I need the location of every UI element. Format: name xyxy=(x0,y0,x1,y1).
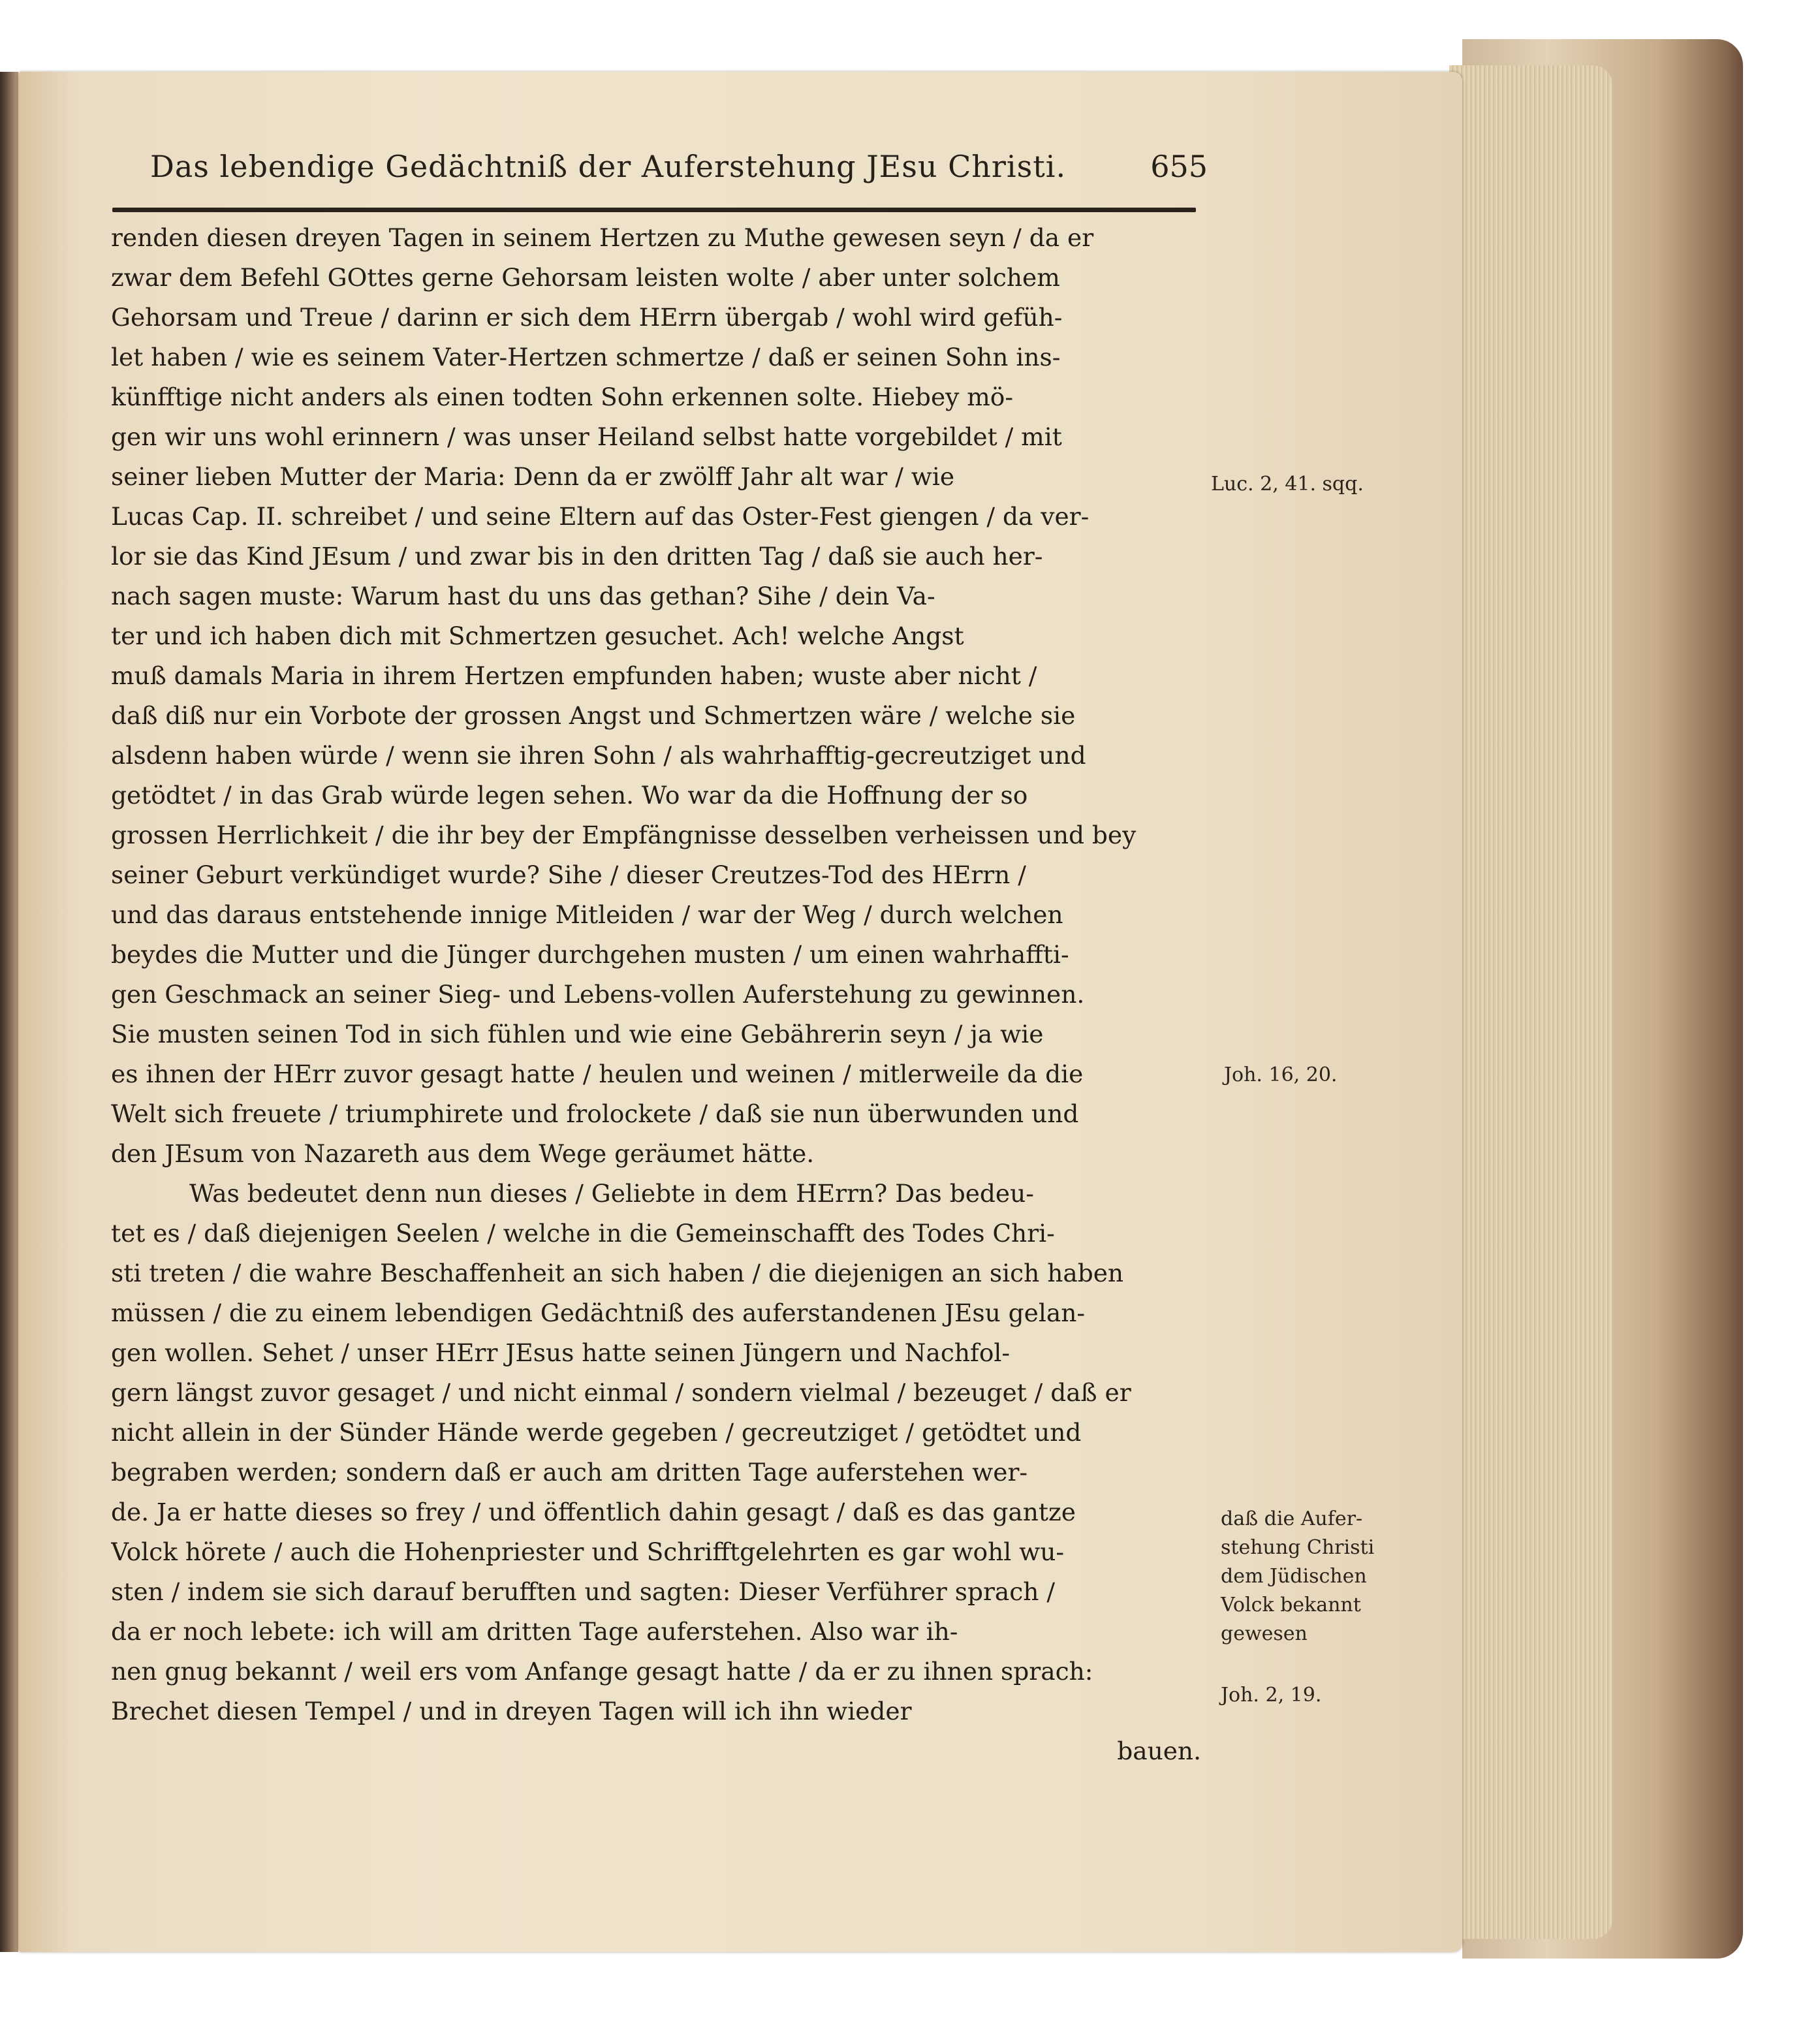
text-line: Volck hörete / auch die Hohenpriester und Schrifftgelehrten es gar wohl wu- xyxy=(111,1537,1065,1566)
margin-note-line: gewesen xyxy=(1221,1622,1308,1645)
margin-note-joh16 xyxy=(1224,1061,1337,1090)
text-line: künfftige nicht anders als einen todten Sohn erkennen solte. Hiebey mö- xyxy=(111,383,1014,411)
text-line: renden diesen dreyen Tagen in seinem Hertzen zu Muthe gewesen seyn / da er xyxy=(111,223,1094,252)
text-line: nen gnug bekannt / weil ers vom Anfange gesagt hatte / da er zu ihnen sprach: xyxy=(111,1657,1093,1686)
margin-note-line: Joh. 16, 20. xyxy=(1224,1063,1338,1086)
text-line: Lucas Cap. II. schreibet / und seine Eltern auf das Oster-Fest giengen / da ver- xyxy=(111,502,1090,531)
margin-note-line: dem Jüdischen xyxy=(1221,1565,1367,1588)
text-line: gen Geschmack an seiner Sieg- und Lebens-vollen Auferstehung zu gewinnen. xyxy=(111,980,1085,1009)
text-line: Gehorsam und Treue / darinn er sich dem HErrn übergab / wohl wird gefüh- xyxy=(111,303,1063,332)
text-line: es ihnen der HErr zuvor gesagt hatte / heulen und weinen / mitlerweile da die xyxy=(111,1060,1084,1088)
header-rule xyxy=(112,208,1196,212)
text-line: alsdenn haben würde / wenn sie ihren Sohn / als wahrhafftig-gecreutziget und xyxy=(111,741,1086,770)
margin-note-line: Luc. 2, 41. sqq. xyxy=(1211,473,1364,496)
page-number: 655 xyxy=(1150,149,1208,184)
paragraph-start-line: Was bedeutet denn nun dieses / Geliebte in dem HErrn? Das bedeu- xyxy=(189,1179,1034,1208)
text-line: gen wir uns wohl erinnern / was unser Heiland selbst hatte vorgebildet / mit xyxy=(111,422,1062,451)
text-line: sten / indem sie sich darauf berufften und sagten: Dieser Verführer sprach / xyxy=(111,1577,1055,1606)
text-line: grossen Herrlichkeit / die ihr bey der Empfängnisse desselben verheissen und bey xyxy=(111,821,1137,849)
text-line: beydes die Mutter und die Jünger durchgehen musten / um einen wahrhaffti- xyxy=(111,940,1069,969)
text-line: de. Ja er hatte dieses so frey / und öffentlich dahin gesagt / daß es das gantze xyxy=(111,1498,1076,1526)
catchword-line: bauen. xyxy=(1117,1737,1201,1765)
text-line: und das daraus entstehende innige Mitleiden / war der Weg / durch welchen xyxy=(111,900,1063,929)
text-line: seiner lieben Mutter der Maria: Denn da er zwölff Jahr alt war / wie xyxy=(111,462,955,491)
text-line: let haben / wie es seinem Vater-Hertzen schmertze / daß er seinen Sohn ins- xyxy=(111,343,1061,371)
text-line: muß damals Maria in ihrem Hertzen empfunden haben; wuste aber nicht / xyxy=(111,661,1037,690)
text-line: seiner Geburt verkündiget wurde? Sihe / dieser Creutzes-Tod des HErrn / xyxy=(111,860,1026,889)
margin-note-line: stehung Christi xyxy=(1221,1536,1375,1559)
text-line: Brechet diesen Tempel / und in dreyen Tagen will ich ihn wieder xyxy=(111,1697,912,1725)
text-line: tet es / daß diejenigen Seelen / welche in die Gemeinschafft des Todes Chri- xyxy=(111,1219,1055,1248)
left-page-edge xyxy=(0,72,18,1952)
text-line: den JEsum von Nazareth aus dem Wege geräumet hätte. xyxy=(111,1139,815,1168)
margin-note-joh2 xyxy=(1221,1681,1321,1710)
text-line: gen wollen. Sehet / unser HErr JEsus hatte seinen Jüngern und Nachfol- xyxy=(111,1338,1011,1367)
page-edges xyxy=(1449,65,1612,1939)
margin-note-luc xyxy=(1211,470,1364,499)
text-line: daß diß nur ein Vorbote der grossen Angst und Schmertzen wäre / welche sie xyxy=(111,701,1076,730)
header-title: Das lebendige Gedächtniß der Auferstehung JEsu Christi. xyxy=(150,149,1067,184)
text-line: begraben werden; sondern daß er auch am dritten Tage auferstehen wer- xyxy=(111,1458,1028,1487)
text-line: lor sie das Kind JEsum / und zwar bis in den dritten Tag / daß sie auch her- xyxy=(111,542,1043,571)
text-line: müssen / die zu einem lebendigen Gedächtniß des auferstandenen JEsu gelan- xyxy=(111,1299,1086,1327)
text-line: getödtet / in das Grab würde legen sehen. Wo war da die Hoffnung der so xyxy=(111,781,1028,810)
text-line: nicht allein in der Sünder Hände werde gegeben / gecreutziget / getödtet und xyxy=(111,1418,1082,1447)
margin-note-dass xyxy=(1221,1505,1374,1648)
text-line: ter und ich haben dich mit Schmertzen gesuchet. Ach! welche Angst xyxy=(111,622,964,650)
text-line: gern längst zuvor gesaget / und nicht einmal / sondern vielmal / bezeuget / daß er xyxy=(111,1378,1131,1407)
text-line: zwar dem Befehl GOttes gerne Gehorsam leisten wolte / aber unter solchem xyxy=(111,263,1060,292)
running-header xyxy=(150,137,1208,202)
margin-note-line: daß die Aufer- xyxy=(1221,1507,1363,1530)
margin-note-line: Joh. 2, 19. xyxy=(1221,1684,1322,1707)
text-line: Sie musten seinen Tod in sich fühlen und wie eine Gebährerin seyn / ja wie xyxy=(111,1020,1044,1048)
body-text xyxy=(111,218,1214,1771)
text-line: nach sagen muste: Warum hast du uns das gethan? Sihe / dein Va- xyxy=(111,582,935,610)
margin-note-line: Volck bekannt xyxy=(1221,1594,1361,1616)
text-line: Welt sich freuete / triumphirete und frolockete / daß sie nun überwunden und xyxy=(111,1099,1079,1128)
text-line: da er noch lebete: ich will am dritten Tage auferstehen. Also war ih- xyxy=(111,1617,958,1646)
text-line: sti treten / die wahre Beschaffenheit an sich haben / die diejenigen an sich haben xyxy=(111,1259,1124,1287)
